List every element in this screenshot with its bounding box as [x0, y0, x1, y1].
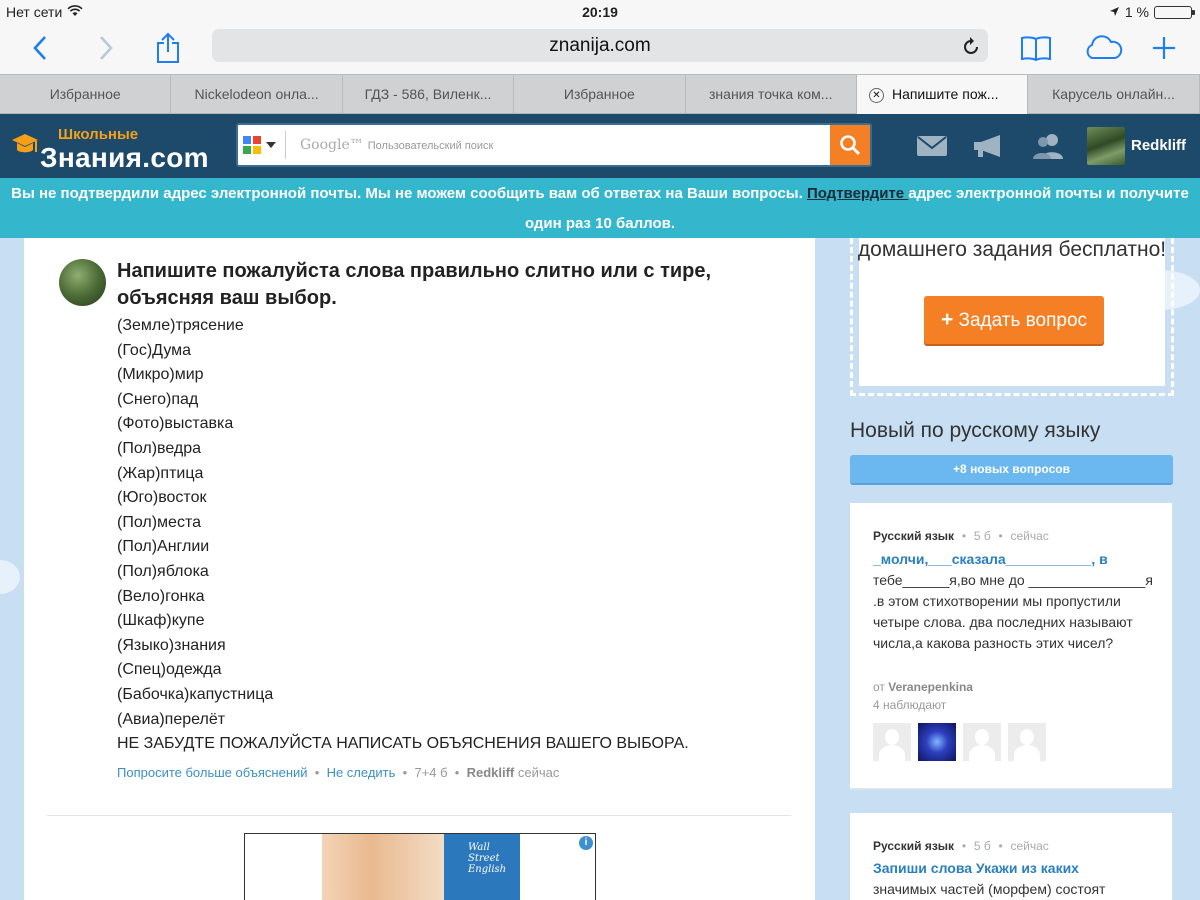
- question-line: (Микро)мир: [117, 366, 204, 384]
- tab-label: Избранное: [563, 86, 635, 102]
- logo-small-text: Школьные: [58, 126, 139, 143]
- browser-tabs: [0, 74, 1200, 114]
- new-questions-button[interactable]: +8 новых вопросов: [850, 455, 1173, 485]
- divider: [47, 815, 791, 816]
- tab-label: Напишите пож...: [891, 86, 999, 102]
- question-title: Напишите пожалуйста слова правильно слитно или с тире, объясняя ваш выбор.: [117, 260, 712, 309]
- question-line: (Пол)яблока: [117, 562, 209, 580]
- ad-logo: [444, 834, 520, 900]
- search-engine-selector[interactable]: [242, 131, 286, 159]
- search-placeholder: Пользовательский поиск: [367, 140, 494, 152]
- search-brand: Google™: [300, 137, 364, 153]
- search-input[interactable]: [300, 137, 493, 153]
- location-arrow-icon: [1109, 4, 1120, 20]
- card-question-title: Запиши слова Укажи из каких: [873, 860, 1079, 876]
- card-time: сейчас: [1010, 839, 1049, 853]
- tab-current[interactable]: [857, 75, 1028, 114]
- search-icon: [839, 134, 861, 156]
- question-line: (Жар)птица: [117, 464, 204, 482]
- chevron-down-icon: [266, 142, 276, 148]
- watcher-avatar[interactable]: [1008, 723, 1046, 761]
- ios-status-bar: [0, 0, 1200, 24]
- question-line: (Гос)Дума: [117, 341, 192, 359]
- mail-icon[interactable]: [915, 130, 949, 162]
- card-author-name[interactable]: Veranepenkina: [888, 680, 973, 694]
- card-question-body: тебе______я,во мне до _______________я .в этом стихотворении мы пропустили четыре слова. два последних называют числа,а какова разность этих чисел?: [873, 572, 1153, 651]
- question-meta: [117, 765, 559, 780]
- question-points: 7+4 б: [414, 765, 448, 780]
- search-button[interactable]: [830, 125, 870, 165]
- question-line: (Языко)знания: [117, 636, 226, 654]
- sidebar-section-title: Новый по русскому языку: [850, 419, 1101, 442]
- card-author: [873, 680, 973, 694]
- watcher-avatar[interactable]: [918, 723, 956, 761]
- browser-toolbar: [0, 24, 1200, 74]
- user-avatar[interactable]: [1087, 127, 1125, 165]
- email-confirm-notice: [0, 178, 1200, 238]
- close-tab-icon[interactable]: ✕: [869, 88, 884, 103]
- tab-nickelodeon[interactable]: [171, 75, 342, 114]
- ad-photo: [322, 834, 444, 900]
- watcher-avatars: [873, 723, 1046, 761]
- sidebar-question-card[interactable]: [850, 813, 1172, 900]
- card-subject[interactable]: Русский язык: [873, 839, 955, 853]
- watcher-avatar[interactable]: [963, 723, 1001, 761]
- ad-brand: Wall Street English: [468, 842, 507, 875]
- question-line: (Шкаф)купе: [117, 612, 205, 630]
- question-line: (Пол)ведра: [117, 439, 202, 457]
- card-question[interactable]: [873, 549, 1153, 654]
- card-header: Русский язык • 5 б • сейчас: [873, 529, 1049, 543]
- tab-gdz[interactable]: [343, 75, 514, 114]
- meta-separator: •: [314, 765, 320, 780]
- question-card: [24, 238, 815, 900]
- header-username[interactable]: Redkliff: [1131, 137, 1187, 154]
- url-text: znanija.com: [549, 35, 651, 56]
- bookmarks-icon[interactable]: [1018, 30, 1054, 66]
- question-time: сейчас: [517, 765, 560, 780]
- new-tab-icon[interactable]: [1146, 30, 1182, 66]
- card-question[interactable]: [873, 858, 1153, 900]
- confirm-email-link[interactable]: Подтвердите: [806, 185, 909, 202]
- graduation-cap-icon: [10, 128, 40, 162]
- question-line: (Земле)трясение: [117, 317, 244, 334]
- question-line: (Пол)места: [117, 513, 201, 531]
- watcher-avatar[interactable]: [873, 723, 911, 761]
- asker-name[interactable]: Redkliff: [466, 765, 515, 780]
- question-line: (Пол)Англии: [117, 538, 210, 556]
- url-bar[interactable]: [212, 29, 988, 62]
- status-right: [1109, 4, 1192, 20]
- ask-more-link[interactable]: Попросите больше объяснений: [117, 765, 308, 780]
- tab-label: Nickelodeon онла...: [194, 86, 319, 102]
- card-subject[interactable]: Русский язык: [873, 529, 955, 543]
- forward-icon[interactable]: [88, 30, 124, 66]
- card-header: Русский язык • 5 б • сейчас: [873, 839, 1049, 853]
- card-question-title: _молчи,___сказала___________, в: [873, 551, 1108, 567]
- ask-question-box: [850, 238, 1174, 396]
- card-time: сейчас: [1010, 529, 1049, 543]
- tab-label: Избранное: [49, 86, 121, 102]
- question-line: (Бабочка)капустница: [117, 685, 274, 703]
- asker-avatar[interactable]: [59, 259, 106, 306]
- question-line: (Фото)выставка: [117, 415, 234, 433]
- tab-favorites-2[interactable]: [514, 75, 685, 114]
- tab-label: Карусель онлайн...: [1052, 86, 1175, 102]
- site-logo[interactable]: [10, 122, 220, 172]
- status-time: 20:19: [582, 4, 618, 20]
- site-search: [236, 123, 872, 167]
- question-line: (Вело)гонка: [117, 587, 205, 605]
- notice-text-after: адрес электронной почты и получите один раз 10 баллов.: [524, 185, 1189, 232]
- share-icon[interactable]: [150, 30, 186, 66]
- meta-separator: •: [454, 765, 460, 780]
- meta-separator: •: [402, 765, 408, 780]
- question-line: (Снего)пад: [117, 390, 199, 408]
- question-line: (Авиа)перелёт: [117, 710, 226, 728]
- carrier-label: Нет сети: [6, 4, 63, 20]
- megaphone-icon[interactable]: [972, 130, 1006, 162]
- plus-icon: +: [940, 308, 954, 331]
- card-watchers-count: 4 наблюдают: [873, 698, 947, 712]
- battery-icon: [1154, 6, 1192, 19]
- tab-karusel[interactable]: [1028, 75, 1199, 114]
- friends-icon[interactable]: [1031, 130, 1065, 162]
- tab-label: ГДЗ - 586, Виленк...: [364, 86, 492, 102]
- question-line: (Юго)восток: [117, 489, 207, 507]
- site-header: [0, 114, 1200, 178]
- google-icon: [242, 135, 262, 155]
- cloud-decoration: [0, 560, 20, 594]
- card-points: 5 б: [973, 529, 991, 543]
- reload-icon[interactable]: [962, 29, 980, 67]
- tab-znanija-search[interactable]: [686, 75, 857, 114]
- question-body: [117, 314, 689, 757]
- card-author-prefix: от: [873, 680, 885, 694]
- question-line: НЕ ЗАБУДТЕ ПОЖАЛУЙСТА НАПИСАТЬ ОБЪЯСНЕНИЯ ВАШЕГО ВЫБОРА.: [117, 735, 689, 753]
- tab-favorites[interactable]: [0, 75, 171, 114]
- back-icon[interactable]: [22, 30, 58, 66]
- ask-question-button[interactable]: [924, 296, 1104, 344]
- question-line: (Спец)одежда: [117, 661, 222, 679]
- ask-box-text: домашнего задания бесплатно!: [857, 238, 1167, 261]
- card-points: 5 б: [973, 839, 991, 853]
- ad-info-icon[interactable]: i: [579, 836, 593, 850]
- unfollow-link[interactable]: Не следить: [326, 765, 396, 780]
- logo-big-text: Знания.com: [40, 142, 209, 173]
- card-question-body: значимых частей (морфем) состоят: [873, 881, 1106, 897]
- battery-percent: 1 %: [1124, 4, 1149, 20]
- tab-label: знания точка ком...: [709, 86, 833, 102]
- ask-button-label: Задать вопрос: [958, 310, 1088, 331]
- sidebar-question-card[interactable]: [850, 503, 1172, 790]
- notice-text-before: Вы не подтвердили адрес электронной почты. Мы не можем сообщить вам об ответах на Ваши вопросы.: [11, 185, 807, 202]
- icloud-tabs-icon[interactable]: [1082, 30, 1124, 66]
- advertisement[interactable]: [244, 833, 596, 900]
